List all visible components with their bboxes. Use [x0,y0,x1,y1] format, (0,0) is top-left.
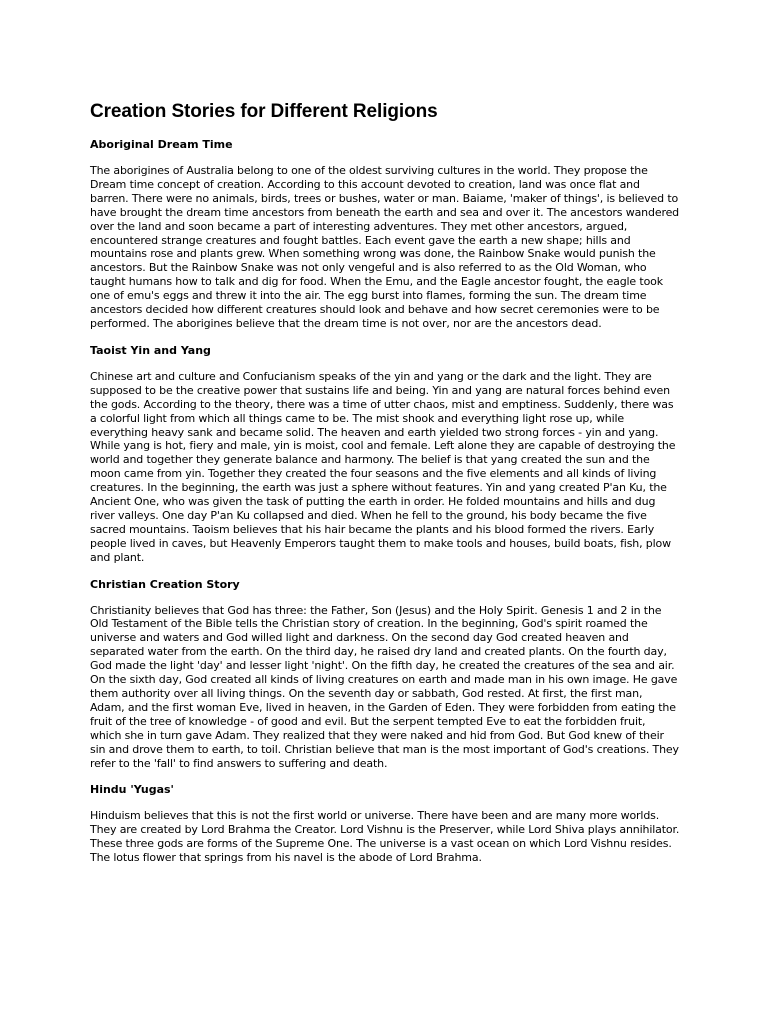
document-page [90,100,680,878]
section-paragraph: The aborigines of Australia belong to one of the oldest surviving cultures in the world. They propose the Dream time concept of creation. According to this account devoted to creation, land was once flat and barren. There were no animals, birds, trees or bushes, water or man. Baiame, 'maker of things', is believed to have brought the dream time ancestors from beneath the earth and sea and over it. The ancestors wandered over the land and soon became a part of interesting adventures. They met other ancestors, argued, encountered strange creatures and fought battles. Each event gave the earth a new shape; hills and mountains rose and plants grew. When something wrong was done, the Rainbow Snake would punish the ancestors. But the Rainbow Snake was not only vengeful and is also referred to as the Old Woman, who taught humans how to talk and dig for food. When the Emu, and the Eagle ancestor fought, the eagle took one of emu's eggs and threw it into the air. The egg burst into flames, forming the sun. The dream time ancestors decided how different creatures should look and behave and how secret ceremonies were to be performed. The aborigines believe that the dream time is not over, nor are the ancestors dead. [90,164,680,330]
section-aboriginal-dream-time [90,138,680,331]
section-christian-creation-story [90,578,680,771]
section-paragraph: Hinduism believes that this is not the first world or universe. There have been and are many more worlds. They are created by Lord Brahma the Creator. Lord Vishnu is the Preserver, while Lord Shiva plays annihilator. These three gods are forms of the Supreme One. The universe is a vast ocean on which Lord Vishnu resides. The lotus flower that springs from his navel is the abode of Lord Brahma. [90,809,680,865]
document-title: Creation Stories for Different Religions [90,101,438,122]
section-heading: Hindu 'Yugas' [90,783,174,797]
section-paragraph: Christianity believes that God has three: the Father, Son (Jesus) and the Holy Spirit. Genesis 1 and 2 in the Old Testament of the Bible tells the Christian story of creation. In the beginning, God's spirit roamed the universe and waters and God willed light and darkness. On the second day God created heaven and separated water from the earth. On the third day, he raised dry land and created plants. On the fourth day, God made the light 'day' and lesser light 'night'. On the fifth day, he created the creatures of the sea and air. On the sixth day, God created all kinds of living creatures on earth and made man in his own image. He gave them authority over all living things. On the seventh day or sabbath, God rested. At first, the first man, Adam, and the first woman Eve, lived in heaven, in the Garden of Eden. They were forbidden from eating the fruit of the tree of knowledge - of good and evil. But the serpent tempted Eve to eat the forbidden fruit, which she in turn gave Adam. They realized that they were naked and hid from God. But God knew of their sin and drove them to earth, to toil. Christian believe that man is the most important of God's creations. They refer to the 'fall' to find answers to suffering and death. [90,603,679,770]
section-taoist-yin-and-yang [90,344,680,565]
section-paragraph: Chinese art and culture and Confucianism speaks of the yin and yang or the dark and the light. They are supposed to be the creative power that sustains life and being. Yin and yang are natural forces behind even the gods. According to the theory, there was a time of utter chaos, mist and emptiness. Suddenly, there was a colorful light from which all things came to be. The mist shook and everything light rose up, while everything heavy sank and became solid. The heaven and earth yielded two strong forces - yin and yang. While yang is hot, fiery and male, yin is moist, cool and female. Left alone they are capable of destroying the world and together they generate balance and harmony. The belief is that yang created the sun and the moon came from yin. Together they created the four seasons and the five elements and all kinds of living creatures. In the beginning, the earth was just a sphere without features. Yin and yang created P'an Ku, the Ancient One, who was given the task of putting the earth in order. He folded mountains and hills and dug river valleys. One day P'an Ku collapsed and died. When he fell to the ground, his body became the five sacred mountains. Taoism believes that his hair became the plants and his blood formed the rivers. Early people lived in caves, but Heavenly Emperors taught them to make tools and houses, build boats, fish, plow and plant. [90,369,676,564]
section-heading: Christian Creation Story [90,577,240,591]
section-hindu-yugas [90,783,680,865]
section-heading: Taoist Yin and Yang [90,343,211,357]
section-heading: Aboriginal Dream Time [90,138,233,151]
